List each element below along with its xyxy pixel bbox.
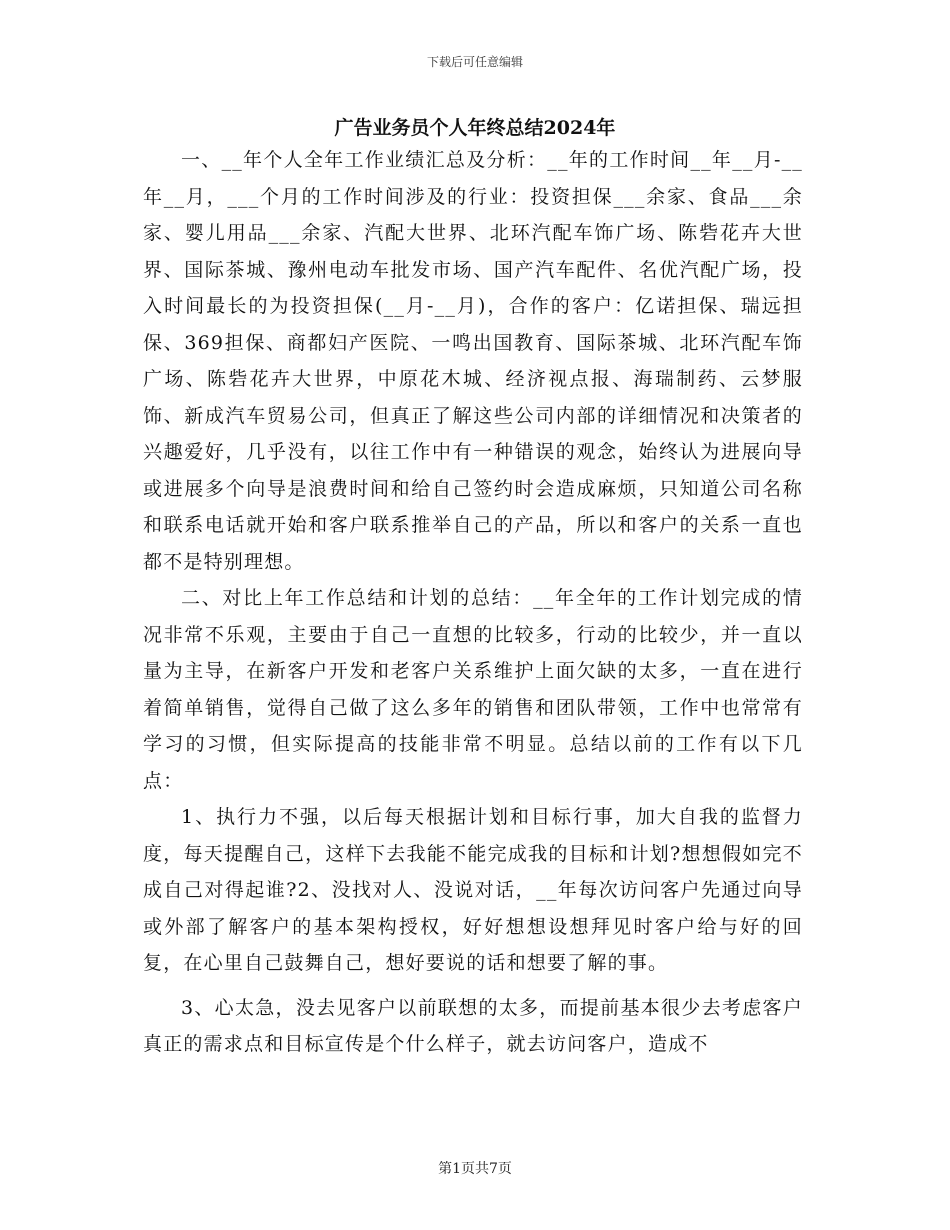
- paragraph-4: 3、心太急，没去见客户以前联想的太多，而提前基本很少去考虑客户真正的需求点和目标宣传是个什么样子，就去访问客户，造成不: [143, 996, 803, 1055]
- page-number: 第1页共7页: [438, 1161, 512, 1177]
- document-body: [143, 142, 803, 1063]
- document-title: 广告业务员个人年终总结2024年: [334, 117, 616, 139]
- paragraph-2: 二、对比上年工作总结和计划的总结：__年全年的工作计划完成的情况非常不乐观，主要由于自己一直想的比较多，行动的比较少，并一直以量为主导，在新客户开发和老客户关系维护上面欠缺的太多，一直在进行着简单销售，觉得自己做了这么多年的销售和团队带领，工作中也常常有学习的习惯，但实际提高的技能非常不明显。总结以前的工作有以下几点：: [143, 587, 803, 792]
- header-note: 下载后可任意编辑: [426, 55, 523, 69]
- paragraph-1: 一、__年个人全年工作业绩汇总及分析：__年的工作时间__年__月-__年__月，___个月的工作时间涉及的行业：投资担保___余家、食品___余家、婴儿用品___余家、汽配大世界、北环汽配车饰广场、陈砦花卉大世界、国际茶城、豫州电动车批发市场、国产汽车配件、名优汽配广场，投入时间最长的为投资担保(__月-__月)，合作的客户：亿诺担保、瑞远担保、369担保、商都妇产医院、一鸣出国教育、国际茶城、北环汽配车饰广场、陈砦花卉大世界，中原花木城、经济视点报、海瑞制药、云梦服饰、新成汽车贸易公司，但真正了解这些公司内部的详细情况和决策者的兴趣爱好，几乎没有，以往工作中有一种错误的观念，始终认为进展向导或进展多个向导是浪费时间和给自己签约时会造成麻烦，只知道公司名称和联系电话就开始和客户联系推举自己的产品，所以和客户的关系一直也都不是特别理想。: [143, 149, 803, 573]
- paragraph-3: 1、执行力不强，以后每天根据计划和目标行事，加大自我的监督力度，每天提醒自己，这样下去我能不能完成我的目标和计划?想想假如完不成自己对得起谁?2、没找对人、没说对话，__年每次访问客户先通过向导或外部了解客户的基本架构授权，好好想想设想拜见时客户给与好的回复，在心里自己鼓舞自己，想好要说的话和想要了解的事。: [143, 806, 803, 974]
